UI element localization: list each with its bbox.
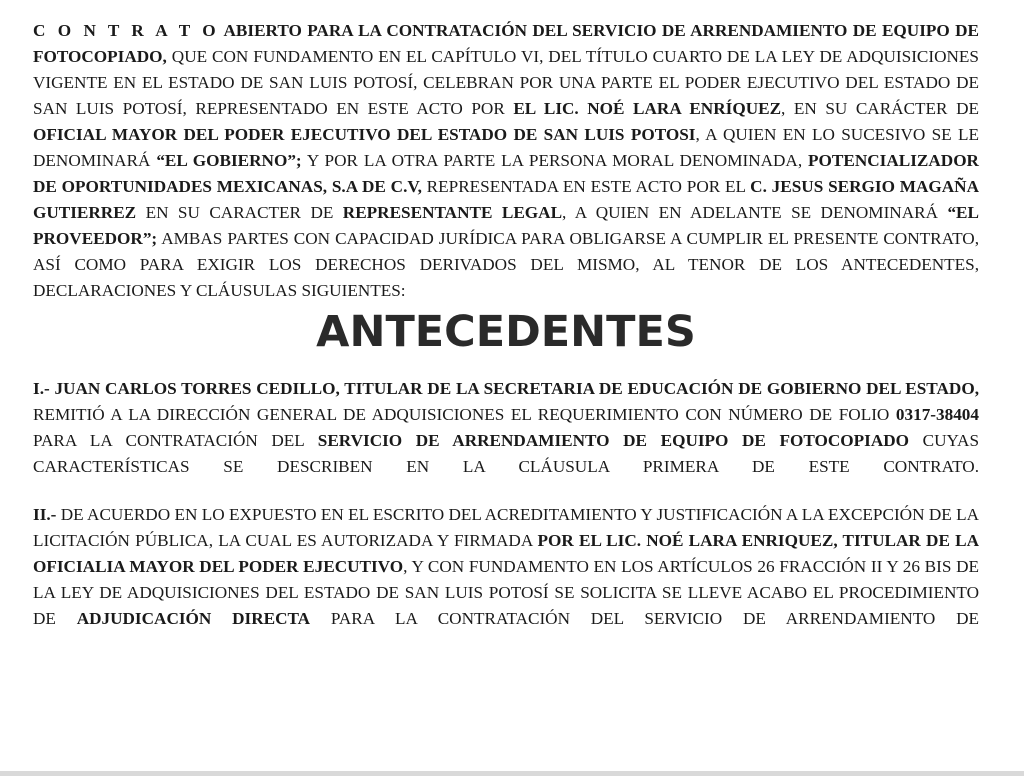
antecedente-1-text-1: REMITIÓ A LA DIRECCIÓN GENERAL DE ADQUISICIONES EL REQUERIMIENTO CON NÚMERO DE FOLIO xyxy=(33,405,896,424)
antecedente-2-text-3: PARA LA CONTRATACIÓN DEL SERVICIO DE ARRENDAMIENTO DE xyxy=(310,609,979,628)
document-page xyxy=(33,18,979,632)
contract-subject: ABIERTO PARA LA CONTRATACIÓN DEL SERVICIO DE ARRENDAMIENTO DE EQUIPO DE FOTOCOPIADO, xyxy=(33,21,979,66)
procedure-name: ADJUDICACIÓN DIRECTA xyxy=(76,609,311,628)
antecedente-1 xyxy=(33,376,979,480)
intro-text-6: EN SU CARACTER DE xyxy=(136,203,343,222)
intro-text-2: , EN SU CARÁCTER DE xyxy=(781,99,979,118)
intro-paragraph xyxy=(33,18,979,304)
page-bottom-edge xyxy=(0,771,1024,776)
antecedente-1-text-3: CUYAS CARACTERÍSTICAS SE DESCRIBEN EN LA CLÁUSULA PRIMERA DE ESTE CONTRATO. xyxy=(33,431,979,476)
service-name: SERVICIO DE ARRENDAMIENTO DE EQUIPO DE FOTOCOPIADO xyxy=(317,431,910,450)
antecedente-2 xyxy=(33,502,979,632)
paragraph-gap xyxy=(33,480,979,502)
antecedente-2-number: II.- xyxy=(33,505,57,524)
company-name: POTENCIALIZADOR DE OPORTUNIDADES MEXICANAS, S.A DE C.V, xyxy=(33,151,979,196)
intro-text-8: AMBAS PARTES CON CAPACIDAD JURÍDICA PARA OBLIGARSE A CUMPLIR EL PRESENTE CONTRATO, ASÍ COMO PARA EXIGIR LOS DERECHOS DERIVADOS DEL MISMO, AL TENOR DE LOS ANTECEDENTES, DECLARACIONES Y CLÁUSULAS SIGUIENTES: xyxy=(33,229,979,300)
official-title: OFICIAL MAYOR DEL PODER EJECUTIVO DEL ESTADO DE SAN LUIS POTOSI xyxy=(33,125,696,144)
antecedente-1-text-2: PARA LA CONTRATACIÓN DEL xyxy=(33,431,318,450)
intro-text-1: QUE CON FUNDAMENTO EN EL CAPÍTULO VI, DEL TÍTULO CUARTO DE LA LEY DE ADQUISICIONES VIGENTE EN EL ESTADO DE SAN LUIS POTOSÍ, CELEBRAN POR UNA PARTE EL PODER EJECUTIVO DEL ESTADO DE SAN LUIS POTOSÍ, REPRESENTADO EN ESTE ACTO POR xyxy=(33,47,979,118)
intro-text-3: , A QUIEN EN LO SUCESIVO SE LE DENOMINARÁ xyxy=(33,125,979,170)
antecedente-1-lead: I.- JUAN CARLOS TORRES CEDILLO, TITULAR DE LA SECRETARIA DE EDUCACIÓN DE GOBIERNO DEL ESTADO, xyxy=(33,379,979,398)
contrato-word: C O N T R A T O xyxy=(33,21,220,40)
section-heading: ANTECEDENTES xyxy=(316,307,696,357)
authorizing-official: POR EL LIC. NOÉ LARA ENRIQUEZ, TITULAR DE LA OFICIALIA MAYOR DEL PODER EJECUTIVO xyxy=(33,531,979,576)
folio-number: 0317-38404 xyxy=(895,405,979,424)
intro-text-7: , A QUIEN EN ADELANTE SE DENOMINARÁ xyxy=(562,203,948,222)
intro-text-4: Y POR LA OTRA PARTE LA PERSONA MORAL DENOMINADA, xyxy=(301,151,809,170)
intro-text-5: REPRESENTADA EN ESTE ACTO POR EL xyxy=(421,177,751,196)
antecedente-2-text-1: DE ACUERDO EN LO EXPUESTO EN EL ESCRITO DEL ACREDITAMIENTO Y JUSTIFICACIÓN A LA EXCEPCIÓN DE LA LICITACIÓN PÚBLICA, LA CUAL ES AUTORIZADA Y FIRMADA xyxy=(33,505,979,550)
proveedor-alias: “EL PROVEEDOR”; xyxy=(33,203,979,248)
official-name: EL LIC. NOÉ LARA ENRÍQUEZ xyxy=(513,99,782,118)
representative-name: C. JESUS SERGIO MAGAÑA GUTIERREZ xyxy=(33,177,979,222)
representative-role: REPRESENTANTE LEGAL xyxy=(342,203,563,222)
gobierno-alias: “EL GOBIERNO”; xyxy=(156,151,302,170)
antecedente-2-text-2: , Y CON FUNDAMENTO EN LOS ARTÍCULOS 26 FRACCIÓN II Y 26 BIS DE LA LEY DE ADQUISICIONES DEL ESTADO DE SAN LUIS POTOSÍ SE SOLICITA SE LLEVE ACABO EL PROCEDIMIENTO DE xyxy=(33,557,979,628)
